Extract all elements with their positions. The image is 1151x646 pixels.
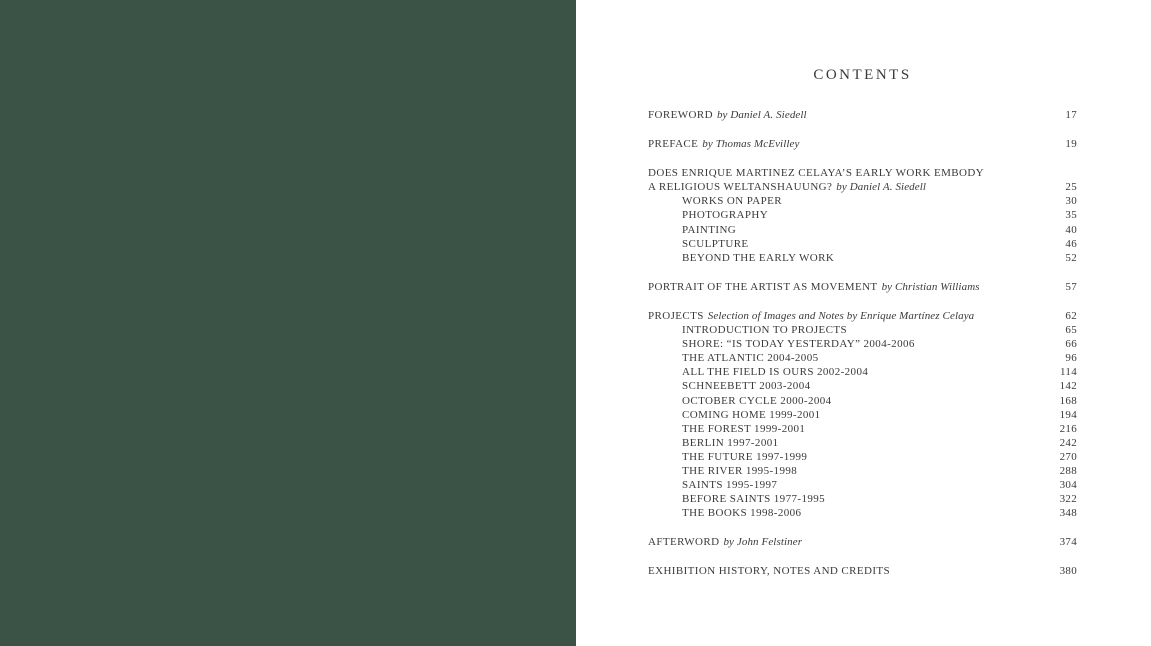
toc-entry-label: THE FOREST 1999-2001 xyxy=(682,422,806,435)
toc-entry-label: ALL THE FIELD IS OURS 2002-2004 xyxy=(682,366,869,379)
toc-row xyxy=(648,408,1077,422)
toc-entry-label: BEYOND THE EARLY WORK xyxy=(682,251,835,264)
toc-entry-page: 304 xyxy=(1059,479,1077,492)
toc-entry-page: 288 xyxy=(1059,464,1077,477)
toc-entry xyxy=(648,194,782,208)
toc-entry-label: FOREWORD xyxy=(648,109,713,121)
toc-list xyxy=(648,108,1077,579)
toc-entry xyxy=(648,394,832,408)
toc-entry xyxy=(648,137,800,151)
toc-entry xyxy=(648,506,801,520)
toc-row xyxy=(648,309,1077,323)
toc-entry-label: THE RIVER 1995-1998 xyxy=(682,464,798,477)
toc-entry-page: 52 xyxy=(1065,251,1077,264)
toc-entry xyxy=(648,564,890,578)
toc-entry xyxy=(648,408,821,422)
toc-entry xyxy=(648,166,984,180)
toc-entry-label: SHORE: “IS TODAY YESTERDAY” 2004-2006 xyxy=(682,338,915,351)
toc-entry-label: AFTERWORD xyxy=(648,536,720,549)
toc-row xyxy=(648,450,1077,464)
toc-row xyxy=(648,194,1077,208)
toc-row xyxy=(648,237,1077,251)
toc-entry xyxy=(648,337,915,351)
toc-entry-page: 65 xyxy=(1065,324,1077,337)
toc-entry-byline: by Christian Williams xyxy=(881,280,980,293)
toc-entry-byline: by Thomas McEvilley xyxy=(702,138,800,151)
toc-entry xyxy=(648,251,834,265)
toc-entry-label: BEFORE SAINTS 1977-1995 xyxy=(682,493,826,506)
toc-entry-label: OCTOBER CYCLE 2000-2004 xyxy=(682,394,832,407)
toc-entry-page: 57 xyxy=(1065,280,1077,293)
toc-entry xyxy=(648,422,805,436)
toc-entry-label: THE ATLANTIC 2004-2005 xyxy=(682,352,819,365)
toc-entry-page: 62 xyxy=(1065,309,1077,322)
toc-row xyxy=(648,180,1077,194)
toc-entry-label: SCULPTURE xyxy=(682,237,749,250)
toc-row xyxy=(648,394,1077,408)
toc-entry xyxy=(648,478,777,492)
toc-entry-page: 270 xyxy=(1059,450,1077,463)
toc-entry-label: A RELIGIOUS WELTANSHAUUNG? xyxy=(648,181,833,194)
toc-entry xyxy=(648,379,811,393)
toc-entry-page: 142 xyxy=(1059,380,1077,393)
toc-entry-byline: by Daniel A. Siedell xyxy=(716,109,807,121)
toc-entry-page: 216 xyxy=(1059,422,1077,435)
toc-entry-label: EXHIBITION HISTORY, NOTES AND CREDITS xyxy=(648,565,891,578)
toc-entry-label: PAINTING xyxy=(682,223,737,236)
toc-entry-page: 35 xyxy=(1065,209,1077,222)
toc-entry-page: 322 xyxy=(1059,493,1077,506)
toc-row xyxy=(648,208,1077,222)
toc-entry-label: PORTRAIT OF THE ARTIST AS MOVEMENT xyxy=(648,280,878,293)
toc-row xyxy=(648,223,1077,237)
toc-row xyxy=(648,506,1077,520)
toc-row xyxy=(648,137,1077,151)
toc-entry-page: 30 xyxy=(1065,195,1077,208)
toc-entry xyxy=(648,280,980,294)
toc-row xyxy=(648,365,1077,379)
toc-entry xyxy=(648,208,768,222)
toc-entry-label: COMING HOME 1999-2001 xyxy=(682,408,821,421)
toc-entry xyxy=(648,108,807,122)
toc-entry-label: INTRODUCTION TO PROJECTS xyxy=(682,324,848,337)
toc-entry-page: 348 xyxy=(1059,507,1077,520)
toc-entry-byline: Selection of Images and Notes by Enrique Martínez Celaya xyxy=(707,309,975,322)
toc-entry xyxy=(648,223,736,237)
toc-entry-page: 66 xyxy=(1065,338,1077,351)
contents-page xyxy=(576,0,1151,646)
toc-row xyxy=(648,379,1077,393)
toc-row xyxy=(648,166,1077,180)
toc-entry-label: WORKS ON PAPER xyxy=(682,195,782,208)
toc-row xyxy=(648,492,1077,506)
toc-entry-page: 19 xyxy=(1065,138,1077,151)
toc-entry xyxy=(648,180,926,194)
toc-entry-page: 168 xyxy=(1059,394,1077,407)
toc-entry-label: PROJECTS xyxy=(648,309,704,322)
toc-entry-page: 17 xyxy=(1065,109,1077,121)
toc-entry xyxy=(648,365,868,379)
toc-entry xyxy=(648,450,807,464)
toc-entry-page: 194 xyxy=(1059,408,1077,421)
toc-row xyxy=(648,564,1077,578)
toc-entry-page: 46 xyxy=(1065,237,1077,250)
toc-entry-label: DOES ENRIQUE MARTINEZ CELAYA’S EARLY WORK EMBODY xyxy=(648,167,985,180)
toc-entry xyxy=(648,351,819,365)
toc-entry-page: 25 xyxy=(1065,181,1077,194)
toc-entry xyxy=(648,535,802,549)
toc-entry-label: SAINTS 1995-1997 xyxy=(682,479,778,492)
toc-entry-page: 380 xyxy=(1059,565,1077,578)
toc-row xyxy=(648,351,1077,365)
page-title: CONTENTS xyxy=(813,67,912,83)
toc-entry-label: SCHNEEBETT 2003-2004 xyxy=(682,380,811,393)
toc-entry-label: THE FUTURE 1997-1999 xyxy=(682,450,808,463)
toc-row xyxy=(648,337,1077,351)
toc-row xyxy=(648,323,1077,337)
toc-row xyxy=(648,535,1077,549)
toc-entry-byline: by John Felstiner xyxy=(723,536,803,549)
toc-row xyxy=(648,436,1077,450)
toc-row xyxy=(648,422,1077,436)
toc-entry-label: THE BOOKS 1998-2006 xyxy=(682,507,802,520)
toc-entry xyxy=(648,492,825,506)
toc-entry xyxy=(648,309,974,323)
toc-entry-page: 96 xyxy=(1065,352,1077,365)
toc-entry-label: BERLIN 1997-2001 xyxy=(682,436,779,449)
toc-row xyxy=(648,464,1077,478)
toc-entry xyxy=(648,323,847,337)
toc-entry-page: 242 xyxy=(1059,436,1077,449)
toc-entry-page: 374 xyxy=(1059,536,1077,549)
toc-entry xyxy=(648,436,779,450)
toc-entry-byline: by Daniel A. Siedell xyxy=(836,181,927,194)
toc-entry-page: 40 xyxy=(1065,223,1077,236)
toc-row xyxy=(648,251,1077,265)
toc-entry-label: PHOTOGRAPHY xyxy=(682,209,769,222)
toc-row xyxy=(648,108,1077,122)
toc-row xyxy=(648,478,1077,492)
toc-entry-label: PREFACE xyxy=(648,138,699,151)
toc-row xyxy=(648,280,1077,294)
toc-entry xyxy=(648,464,797,478)
toc-entry xyxy=(648,237,749,251)
toc-entry-page: 114 xyxy=(1060,366,1077,379)
contents-column xyxy=(648,0,1077,579)
